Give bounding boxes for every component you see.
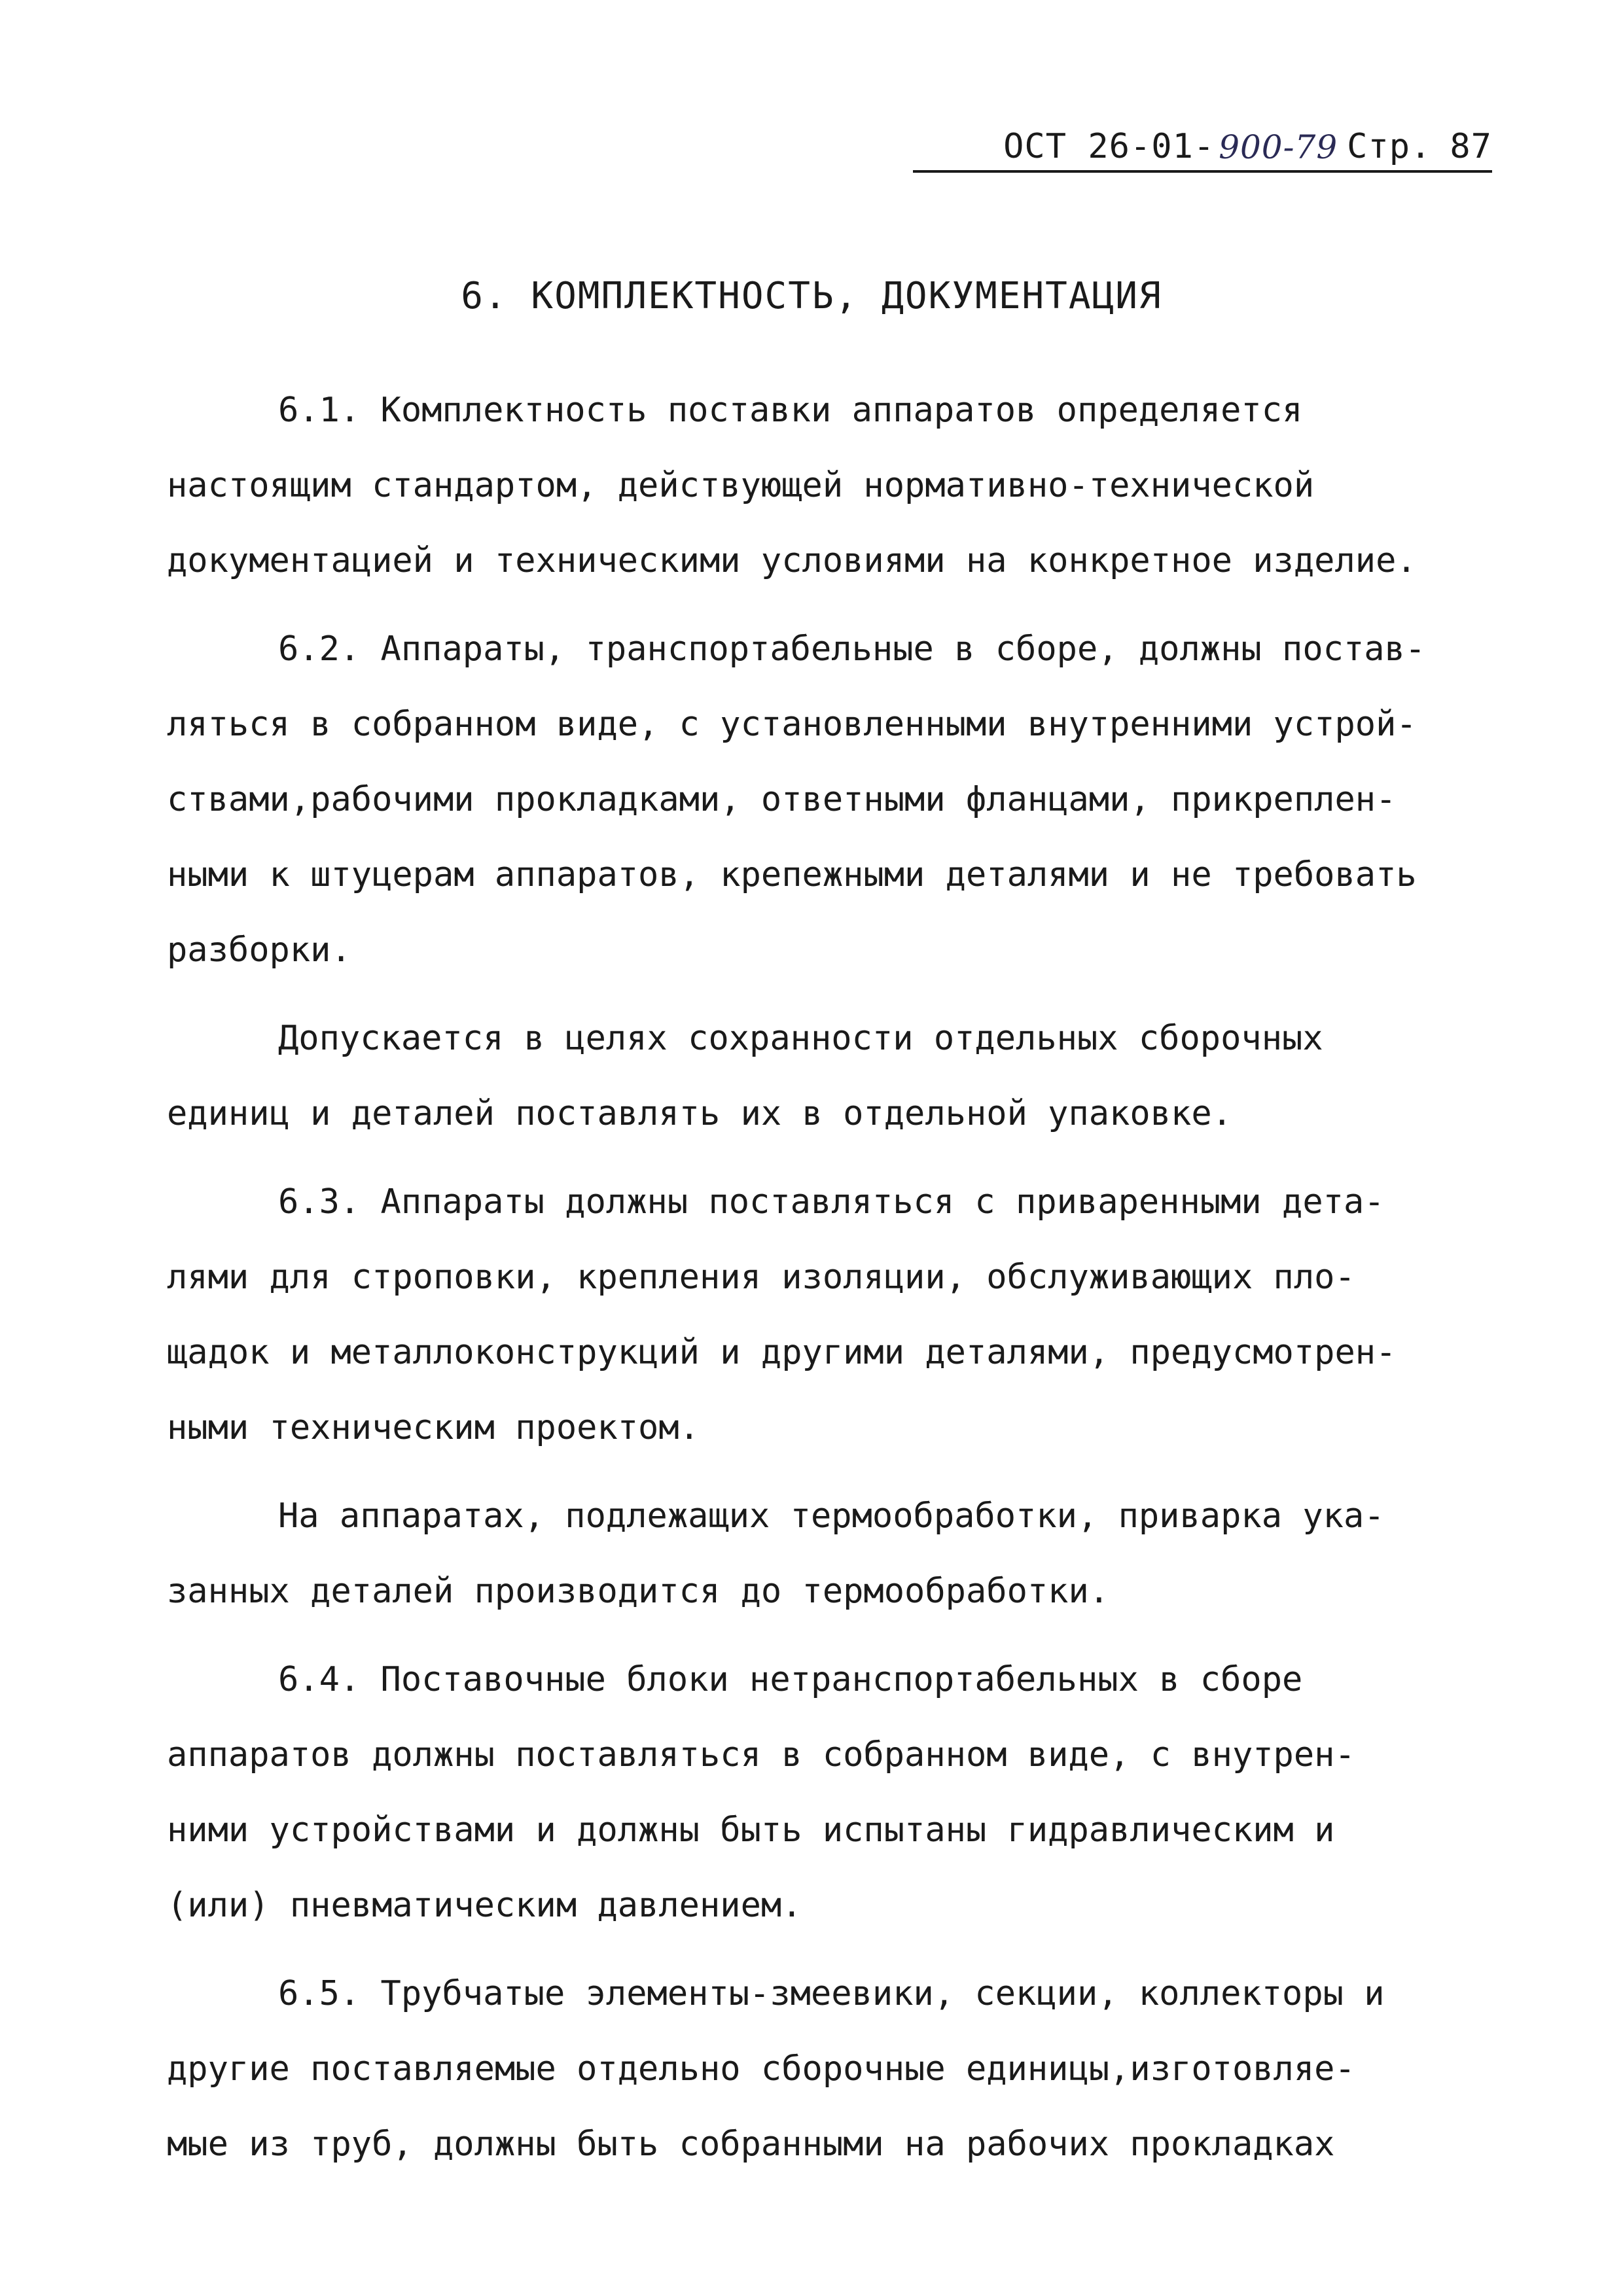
text-line: ними устройствами и должны быть испытаны гидравлическим и: [167, 1810, 1335, 1850]
paragraph-6-2: [167, 612, 1495, 988]
text-line: ными техническим проектом.: [167, 1408, 700, 1447]
text-line: единиц и деталей поставлять их в отдельной упаковке.: [167, 1094, 1232, 1133]
paragraph-6-3: [167, 1165, 1495, 1466]
page-number: 87: [1450, 127, 1492, 166]
page-header: [913, 118, 1492, 173]
text-line: щадок и металлоконструкций и другими деталями, предусмотрен-: [167, 1333, 1397, 1372]
text-line: Допускается в целях сохранности отдельных сборочных: [278, 1019, 1323, 1058]
paragraph-6-1: [167, 373, 1495, 599]
text-line: мые из труб, должны быть собранными на рабочих прокладках: [167, 2125, 1335, 2164]
text-line: (или) пневматическим давлением.: [167, 1886, 802, 1925]
text-line: На аппаратах, подлежащих термообработки, приварка ука-: [278, 1496, 1385, 1536]
body-text: [167, 373, 1495, 2195]
text-line: занных деталей производится до термообработки.: [167, 1572, 1110, 1611]
text-line: другие поставляемые отдельно сборочные единицы,изготовляе-: [167, 2049, 1355, 2089]
text-line: настоящим стандартом, действующей нормативно-технической: [167, 466, 1315, 505]
section-title: 6. КОМПЛЕКТНОСТЬ, ДОКУМЕНТАЦИЯ: [461, 275, 1162, 317]
text-line: ствами,рабочими прокладками, ответными фланцами, прикреплен-: [167, 780, 1397, 819]
text-line: 6.1. Комплектность поставки аппаратов определяется: [278, 391, 1303, 430]
standard-code: ОСТ 26-01-: [1003, 127, 1215, 166]
handwritten-doc-number: 900-79: [1219, 128, 1338, 166]
text-line: 6.3. Аппараты должны поставляться с приваренными дета-: [278, 1182, 1385, 1222]
text-line: аппаратов должны поставляться в собранном виде, с внутрен-: [167, 1735, 1355, 1775]
paragraph-6-5: [167, 1956, 1495, 2182]
paragraph-6-2-note: [167, 1001, 1495, 1152]
text-line: документацией и техническими условиями на конкретное изделие.: [167, 541, 1417, 580]
text-line: 6.5. Трубчатые элементы-змеевики, секции, коллекторы и: [278, 1974, 1385, 2013]
text-line: разборки.: [167, 930, 351, 970]
text-line: 6.4. Поставочные блоки нетранспортабельных в сборе: [278, 1660, 1303, 1699]
paragraph-6-4: [167, 1642, 1495, 1943]
text-line: 6.2. Аппараты, транспортабельные в сборе, должны постав-: [278, 629, 1426, 669]
text-line: ными к штуцерам аппаратов, крепежными деталями и не требовать: [167, 855, 1417, 894]
text-line: ляться в собранном виде, с установленными внутренними устрой-: [167, 705, 1417, 744]
page-label: Стр.: [1347, 127, 1432, 166]
paragraph-6-3-note: [167, 1479, 1495, 1629]
text-line: лями для строповки, крепления изоляции, обслуживающих пло-: [167, 1258, 1355, 1297]
